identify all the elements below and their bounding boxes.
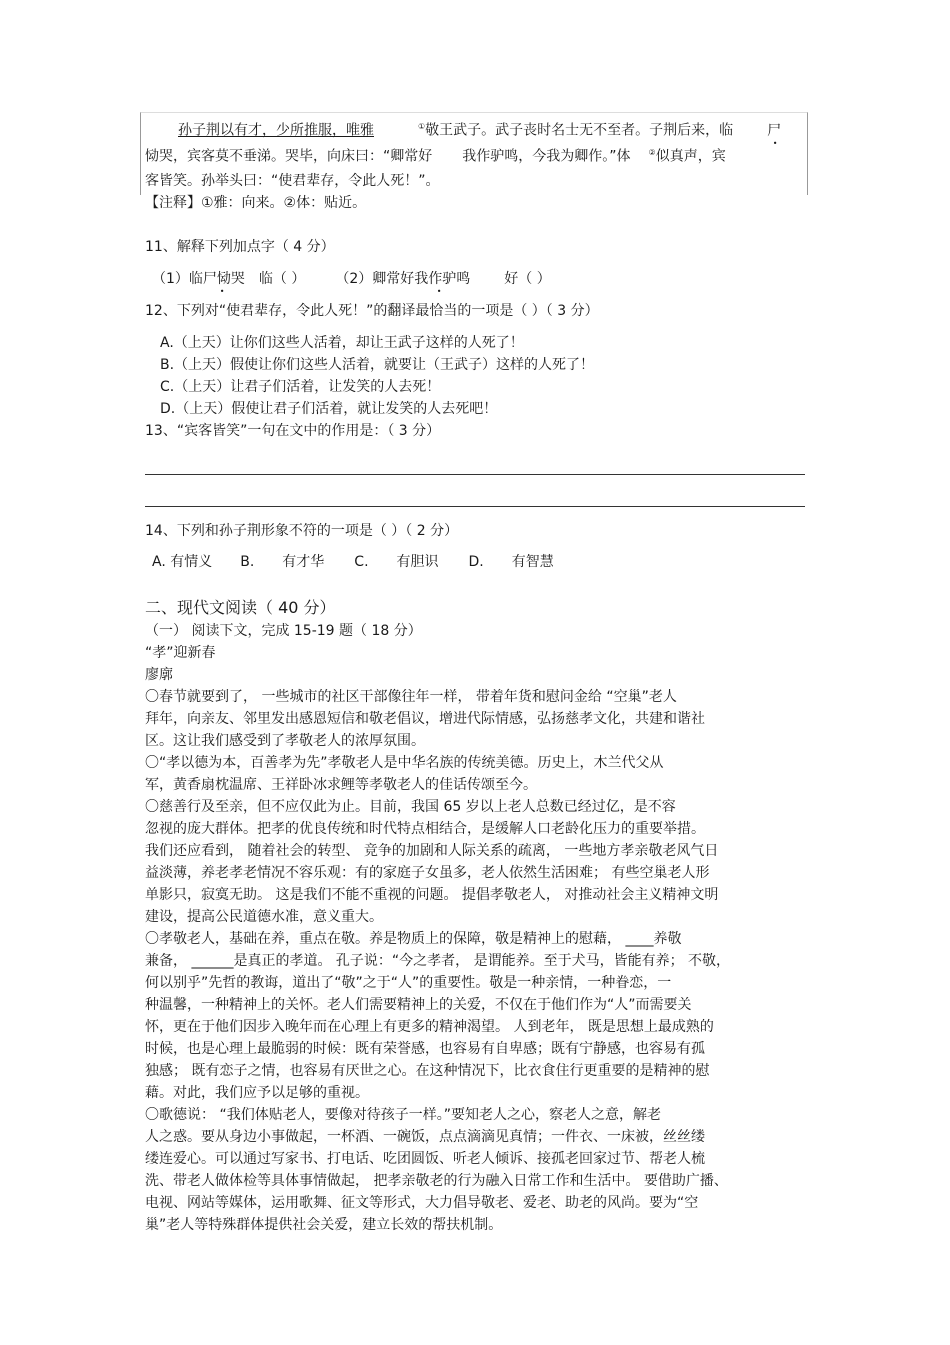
article-line: 拜年，向亲友、邻里发出感恩短信和敬老倡议，增进代际情感，弘扬慈孝文化，共建和谐社 bbox=[145, 711, 705, 727]
article-title: “孝”迎新春 bbox=[145, 645, 216, 661]
answer-line-2 bbox=[145, 506, 805, 507]
article-line: 藉。对此，我们应予以足够的重视。 bbox=[145, 1085, 369, 1101]
article-line: 缕连爱心。可以通过写家书、打电话、吃团圆饭、听老人倾诉、接孤老回家过节、帮老人梳 bbox=[145, 1151, 705, 1167]
passage-line-1: 孙子荆以有才，少所推服，唯雅 ①敬王武子。武子丧时名士无不至者。子荆后来，临 尸 bbox=[178, 122, 782, 139]
question-14-options: A. 有情义 B. 有才华 C. 有胆识 D. 有智慧 bbox=[152, 554, 554, 570]
question-14: 14、下列和孙子荆形象不符的一项是（ ）（ 2 分） bbox=[145, 523, 459, 539]
article-line: 独感； 既有恋子之情，也容易有厌世之心。在这种情况下，比衣食住行更重要的是精神的慰 bbox=[145, 1063, 710, 1079]
article-line: 单影只，寂寞无助。 这是我们不能不重视的问题。 提倡孝敬老人， 对推动社会主义精神文明 bbox=[145, 887, 719, 903]
article-author: 廖廓 bbox=[145, 667, 173, 683]
article-line: 建设，提高公民道德水准，意义重大。 bbox=[145, 909, 383, 925]
passage-line-2: 恸哭，宾客莫不垂涕。哭毕，向床曰：“卿常好 我作驴鸣，今我为卿作。”体 ②似真声，宾 bbox=[145, 148, 726, 165]
article-line: 电视、网站等媒体，运用歌舞、征文等形式，大力倡导敬老、爱老、助老的风尚。要为“空 bbox=[145, 1195, 699, 1211]
article-line: 〇孝敬老人，基础在养，重点在敬。养是物质上的保障，敬是精神上的慰藉， ____养敬 bbox=[145, 931, 682, 947]
question-12-option-b: B.（上天）假使让你们这些人活着，就要让（王武子）这样的人死了！ bbox=[160, 357, 595, 373]
question-12: 12、下列对“使君辈存，令此人死！”的翻译最恰当的一项是（ ）（ 3 分） bbox=[145, 303, 599, 319]
article-line: 〇慈善行及至亲，但不应仅此为止。目前，我国 65 岁以上老人总数已经过亿，是不容 bbox=[145, 799, 676, 815]
passage-line-3: 客皆笑。孙举头曰：“使君辈存，令此人死！”。 bbox=[145, 173, 440, 189]
article-line: 人之惑。要从身边小事做起，一杯酒、一碗饭，点点滴滴见真情；一件衣、一床被，丝丝缕 bbox=[145, 1129, 705, 1145]
question-12-option-a: A.（上天）让你们这些人活着，却让王武子这样的人死了！ bbox=[160, 335, 524, 351]
article-line: 我们还应看到， 随着社会的转型、 竞争的加剧和人际关系的疏离， 一些地方孝亲敬老风气日 bbox=[145, 843, 719, 859]
article-line: 巢”老人等特殊群体提供社会关爱，建立长效的帮扶机制。 bbox=[145, 1217, 503, 1233]
answer-line-1 bbox=[145, 474, 805, 475]
article-line: 〇“孝以德为本，百善孝为先”孝敬老人是中华名族的传统美德。历史上，木兰代父从 bbox=[145, 755, 664, 771]
article-line: 何以别乎”先哲的教诲，道出了“敬”之于“人”的重要性。敬是一种亲情，一种眷恋，一 bbox=[145, 975, 672, 991]
article-line: 军，黄香扇枕温席、王祥卧冰求鲤等孝敬老人的佳话传颂至今。 bbox=[145, 777, 537, 793]
article-line: 益淡薄，养老孝老情况不容乐观：有的家庭子女虽多，老人依然生活困难； 有些空巢老人形 bbox=[145, 865, 710, 881]
article-line: 怀，更在于他们因步入晚年而在心理上有更多的精神渴望。 人到老年， 既是思想上最成熟的 bbox=[145, 1019, 714, 1035]
section-2-subheading: （一） 阅读下文，完成 15-19 题（ 18 分） bbox=[145, 623, 422, 639]
question-11: 11、解释下列加点字（ 4 分） bbox=[145, 239, 335, 255]
question-12-option-d: D.（上天）假使让君子们活着，就让发笑的人去死吧！ bbox=[160, 401, 498, 417]
article-line: 种温馨，一种精神上的关怀。老人们需要精神上的关爱，不仅在于他们作为“人”而需要关 bbox=[145, 997, 692, 1013]
article-line: 区。这让我们感受到了孝敬老人的浓厚氛围。 bbox=[145, 733, 425, 749]
section-2-heading: 二、现代文阅读（ 40 分） bbox=[145, 598, 336, 617]
article-line: 洗、带老人做体检等具体事情做起， 把孝亲敬老的行为融入日常工作和生活中。 要借助广播、 bbox=[145, 1173, 728, 1189]
passage-note: 【注释】①雅：向来。②体：贴近。 bbox=[145, 195, 367, 211]
question-13: 13、“宾客皆笑”一句在文中的作用是：（ 3 分） bbox=[145, 423, 441, 439]
article-line: 兼备， ______是真正的孝道。 孔子说：“今之孝者， 是谓能养。至于犬马，皆能有养； 不敬， bbox=[145, 953, 731, 969]
article-line: 忽视的庞大群体。把孝的优良传统和时代特点相结合，是缓解人口老龄化压力的重要举措。 bbox=[145, 821, 705, 837]
question-11-items: （1）临尸恸哭 临（ ） （2）卿常好我作驴鸣 好（ ） bbox=[152, 271, 551, 287]
article-line: 〇春节就要到了， 一些城市的社区干部像往年一样， 带着年货和慰问金给 “空巢”老人 bbox=[145, 689, 677, 705]
article-line: 〇歌德说： “我们体贴老人，要像对待孩子一样。”要知老人之心，察老人之意，解老 bbox=[145, 1107, 661, 1123]
article-line: 时候，也是心理上最脆弱的时候：既有荣誉感，也容易有自卑感；既有宁静感，也容易有孤 bbox=[145, 1041, 705, 1057]
question-12-option-c: C.（上天）让君子们活着，让发笑的人去死！ bbox=[160, 379, 441, 395]
